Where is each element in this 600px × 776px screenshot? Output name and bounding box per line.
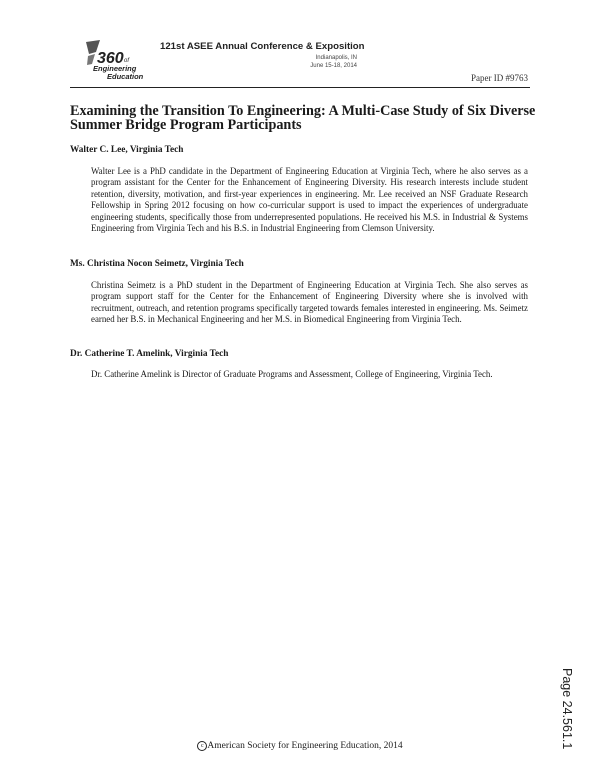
author-bio-1: Walter Lee is a PhD candidate in the Department of Engineering Education at Virginia Tech, where he also serves as a program assistant for the Center for the Enhancement of Engineering Diversity. His research interests include student retention, diversity, motivation, and first-year experiences in engineering. Mr. Lee received an NSF Graduate Research Fellowship in Spring 2012 focusing on how co-curricular support is used to impact the experiences of undergraduate engineering students, specifically those from underrepresented populations. He received his M.S. in Industrial & Systems Engineering from Virginia Tech and his B.S. in Industrial Engineering from Clemson University. (91, 166, 528, 234)
copyright-icon: c (197, 741, 207, 751)
header-rule (70, 87, 530, 88)
author-bio-2: Christina Seimetz is a PhD student in the Department of Engineering Education at Virginia Tech. She also serves as program support staff for the Center for the Enhancement of Engineering Diversity where she is involved with recruitment, outreach, and retention programs specifically targeted towards females interested in engineering. Ms. Seimetz earned her B.S. in Mechanical Engineering and her M.S. in Biomedical Engineering from Virginia Tech. (91, 280, 528, 325)
paper-id: Paper ID #9763 (471, 73, 528, 83)
logo-line2: Education (107, 72, 144, 81)
conference-location (310, 54, 357, 70)
logo-line1: Engineering (93, 64, 137, 73)
conference-title: 121st ASEE Annual Conference & Exposition (160, 41, 365, 52)
logo-of: of (124, 58, 130, 64)
author-bio-3: Dr. Catherine Amelink is Director of Graduate Programs and Assessment, College of Engineering, Virginia Tech. (91, 369, 493, 379)
paper-title: Examining the Transition To Engineering: A Multi-Case Study of Six Diverse Summer Bridge Program Participants (70, 103, 536, 133)
side-page-number: Page 24.561.1 (560, 668, 574, 750)
footer-text: American Society for Engineering Education, 2014 (207, 741, 403, 751)
author-name-2: Ms. Christina Nocon Seimetz, Virginia Tech (70, 259, 244, 269)
footer-copyright (0, 741, 600, 751)
author-name-3: Dr. Catherine T. Amelink, Virginia Tech (70, 349, 229, 359)
asee-360-logo (86, 40, 160, 82)
logo-number: 360 (97, 50, 124, 67)
conference-dates: June 15-18, 2014 (310, 63, 357, 69)
author-name-1: Walter C. Lee, Virginia Tech (70, 145, 184, 155)
conference-city: Indianapolis, IN (315, 55, 357, 61)
